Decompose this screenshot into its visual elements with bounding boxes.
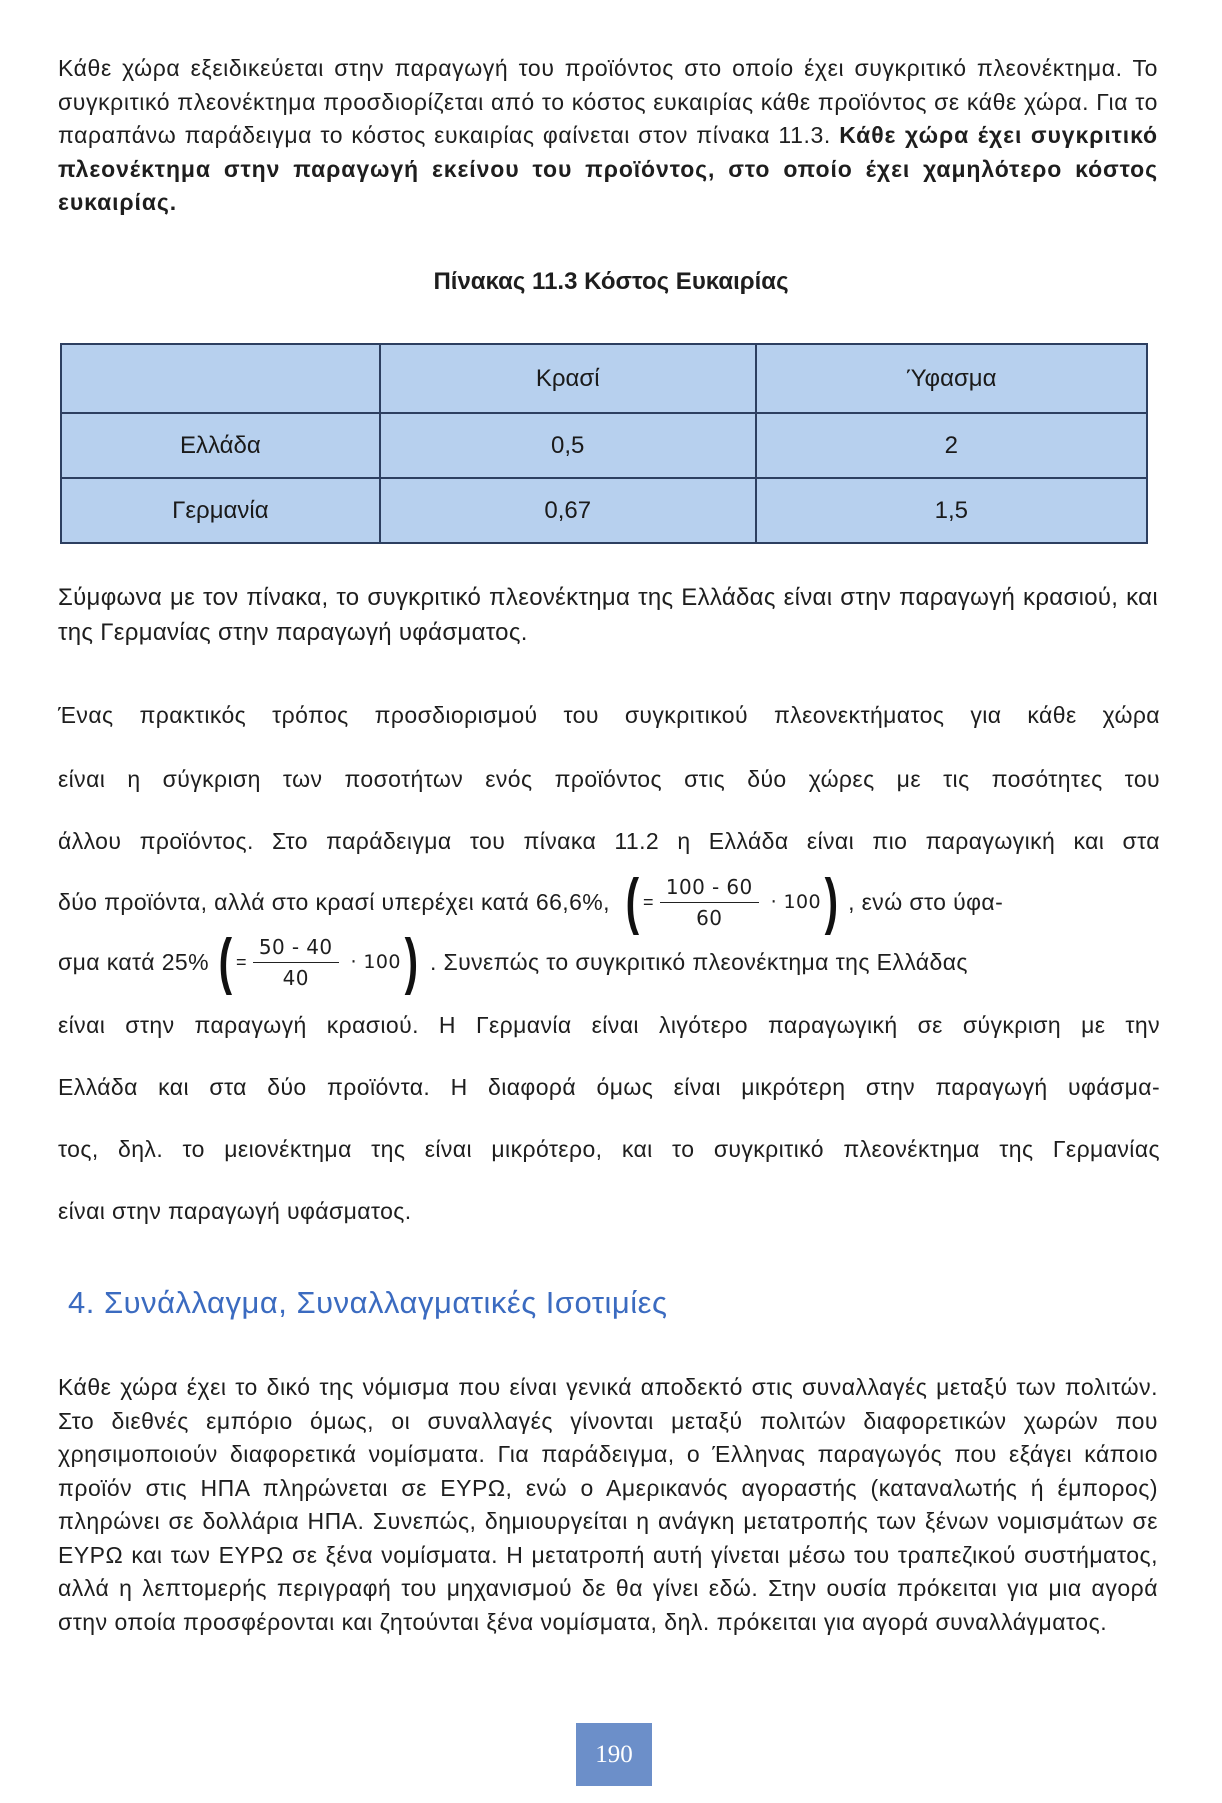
- method-line: Ένας πρακτικός τρόπος προσδιορισμού του συγκριτικού πλεονεκτήματος για κάθε χώρα: [58, 702, 1160, 728]
- fraction: [253, 935, 339, 990]
- method-line: είναι στην παραγωγή κρασιού. Η Γερμανία είναι λιγότερο παραγωγική σε σύγκριση με την: [58, 1012, 1160, 1038]
- fraction-numerator: 100 - 60: [660, 875, 759, 903]
- intro-bold-statement: Κάθε χώρα έχει συγκριτικό πλεονέκτημα στην παραγωγή εκείνου του προϊόντος, στο οποίο έχει χαμηλότερο κόστος ευκαιρίας.: [58, 122, 1158, 215]
- method-text: , ενώ στο ύφα-: [848, 888, 1004, 915]
- multiplier: · 100: [770, 891, 822, 913]
- table-title: Πίνακας 11.3 Κόστος Ευκαιρίας: [433, 268, 789, 295]
- method-line: είναι η σύγκριση των ποσοτήτων ενός προϊόντος στις δύο χώρες με τις ποσότητες του: [58, 766, 1160, 792]
- fraction-denominator: 60: [696, 905, 723, 930]
- method-formula-line: [58, 928, 1160, 996]
- table-header-row: [61, 344, 1147, 413]
- method-line: Ελλάδα και στα δύο προϊόντα. Η διαφορά όμως είναι μικρότερη στην παραγωγή υφάσμα-: [58, 1074, 1160, 1100]
- table-header-cell: Κρασί: [380, 344, 756, 413]
- method-text: σμα κατά 25%: [58, 948, 209, 975]
- summary-paragraph: Σύμφωνα με τον πίνακα, το συγκριτικό πλεονέκτημα της Ελλάδας είναι στην παραγωγή κρασιού, και της Γερμανίας στην παραγωγή υφάσματος.: [58, 584, 1158, 646]
- table-cell: 0,67: [380, 478, 756, 543]
- method-text: δύο προϊόντα, αλλά στο κρασί υπερέχει κατά 66,6%,: [58, 888, 610, 915]
- table-row-label: Ελλάδα: [61, 413, 380, 478]
- page-number-badge: [576, 1723, 652, 1786]
- method-line: είναι στην παραγωγή υφάσματος.: [58, 1198, 412, 1224]
- page-number: 190: [595, 1740, 633, 1768]
- opportunity-cost-table: [60, 343, 1148, 544]
- equals-sign: =: [235, 951, 247, 972]
- method-text: . Συνεπώς το συγκριτικό πλεονέκτημα της Ελλάδας: [429, 948, 968, 975]
- table-row: [61, 413, 1147, 478]
- table-header-cell: Ύφασμα: [756, 344, 1147, 413]
- fraction-denominator: 40: [282, 965, 309, 990]
- multiplier: · 100: [350, 951, 401, 973]
- intro-text: Κάθε χώρα εξειδικεύεται στην παραγωγή του προϊόντος στο οποίο έχει συγκριτικό πλεονέκτημα. Το συγκριτικό πλεονέκτημα προσδιορίζεται από το κόστος ευκαιρίας κάθε προϊόντος σε κάθε χώρα. Για το παραπάνω παράδειγμα το κόστος ευκαιρίας φαίνεται στον πίνακα 11.3.: [58, 55, 1158, 148]
- fraction: [660, 875, 759, 930]
- table-header-cell: [61, 344, 380, 413]
- fraction-numerator: 50 - 40: [253, 935, 339, 963]
- section-heading: 4. Συνάλλαγμα, Συναλλαγματικές Ισοτιμίες: [68, 1285, 668, 1320]
- table-row-label: Γερμανία: [61, 478, 380, 543]
- table-cell: 1,5: [756, 478, 1147, 543]
- table-cell: 0,5: [380, 413, 756, 478]
- open-paren: (: [625, 867, 640, 936]
- equals-sign: =: [642, 891, 654, 912]
- open-paren: (: [218, 927, 233, 996]
- method-line: τος, δηλ. το μειονέκτημα της είναι μικρότερο, και το συγκριτικό πλεονέκτημα της Γερμανίας: [58, 1136, 1160, 1162]
- method-line: άλλου προϊόντος. Στο παράδειγμα του πίνακα 11.2 η Ελλάδα είναι πιο παραγωγική και στα: [58, 828, 1160, 854]
- close-paren: ): [824, 867, 839, 936]
- method-formula-line: [58, 868, 1160, 936]
- section-paragraph: Κάθε χώρα έχει το δικό της νόμισμα που είναι γενικά αποδεκτό στις συναλλαγές μεταξύ των πολιτών. Στο διεθνές εμπόριο όμως, οι συναλλαγές γίνονται μεταξύ πολιτών διαφορετικών χωρών που χρησιμοποιούν διαφορετικά νομίσματα. Για παράδειγμα, ο Έλληνας παραγωγός που εξάγει κάποιο προϊόν στις ΗΠΑ πληρώνεται σε ΕΥΡΩ, ενώ ο Αμερικανός αγοραστής (καταναλωτής ή έμπορος) πληρώνει σε δολλάρια ΗΠΑ. Συνεπώς, δημιουργείται η ανάγκη μετατροπής των ξένων νομισμάτων σε ΕΥΡΩ και των ΕΥΡΩ σε ξένα νομίσματα. Η μετατροπή αυτή γίνεται μέσω του τραπεζικού συστήματος, αλλά η λεπτομερής περιγραφή του μηχανισμού δε θα γίνει εδώ. Στην ουσία πρόκειται για μια αγορά στην οποία προσφέρονται και ζητούνται ξένα νομίσματα, δηλ. πρόκειται για αγορά συναλλάγματος.: [58, 1374, 1158, 1635]
- intro-paragraph: [58, 52, 1158, 220]
- close-paren: ): [404, 927, 419, 996]
- table-row: [61, 478, 1147, 543]
- table-cell: 2: [756, 413, 1147, 478]
